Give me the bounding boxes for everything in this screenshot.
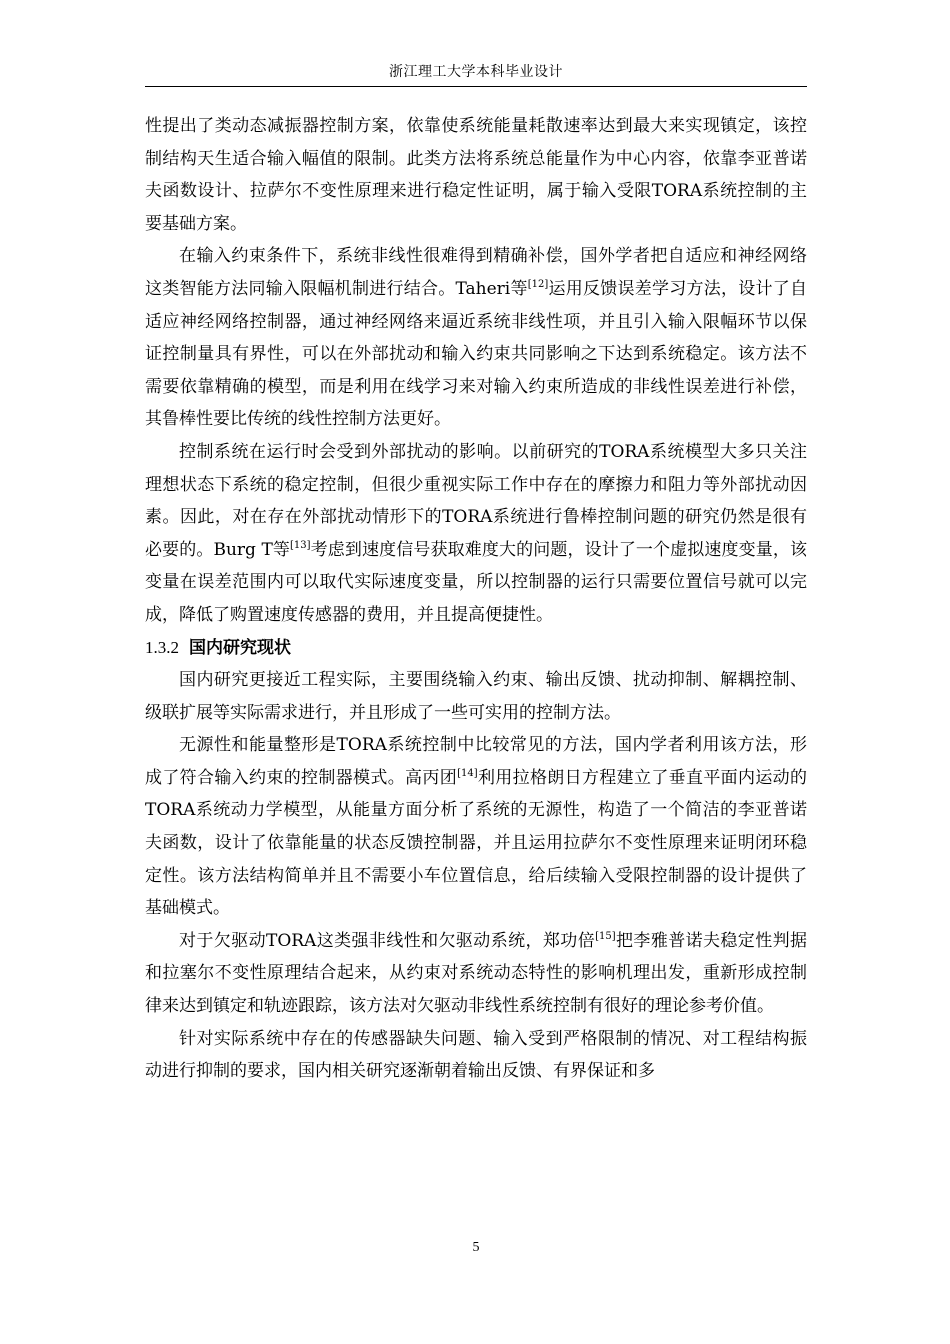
paragraph-text: 在输入约束条件下，系统非线性很难得到精确补偿，国外学者把自适应和神经网络这类智能方法同输入限幅机制进行结合。Taheri等 — [145, 246, 807, 299]
section-heading — [145, 632, 807, 665]
paragraph-text: 运用反馈误差学习方法，设计了自适应神经网络控制器，通过神经网络来逼近系统非线性项，并且引入输入限幅环节以保证控制量具有界性，可以在外部扰动和输入约束共同影响之下达到系统稳定。该方法不需要依靠精确的模型，而是利用在线学习来对输入约束所造成的非线性误差进行补偿，其鲁棒性要比传统的线性控制方法更好。 — [145, 278, 807, 430]
citation-ref: [15] — [595, 930, 616, 942]
paragraph-text: 对于欠驱动TORA这类强非线性和欠驱动系统，郑功倍 — [179, 930, 596, 951]
paragraph-text: 把李雅普诺夫稳定性判据和拉塞尔不变性原理结合起来，从约束对系统动态特性的影响机理出发，重新形成控制律来达到镇定和轨迹跟踪，该方法对欠驱动非线性系统控制有很好的理论参考价值。 — [145, 930, 807, 1017]
paragraph-4: 国内研究更接近工程实际，主要围绕输入约束、输出反馈、扰动抑制、解耦控制、级联扩展等实际需求进行，并且形成了一些可实用的控制方法。 — [145, 670, 807, 723]
paragraph-2 — [145, 240, 807, 436]
body-text — [145, 110, 807, 1088]
section-title: 国内研究现状 — [189, 637, 291, 658]
page-header: 浙江理工大学本科毕业设计 — [389, 64, 563, 80]
paragraph-5 — [145, 729, 807, 925]
paragraph-3 — [145, 436, 807, 632]
citation-ref: [13] — [290, 539, 311, 551]
header-rule — [145, 86, 807, 87]
paragraph-1: 性提出了类动态减振器控制方案，依靠使系统能量耗散速率达到最大来实现镇定，该控制结构天生适合输入幅值的限制。此类方法将系统总能量作为中心内容，依靠李亚普诺夫函数设计、拉萨尔不变性原理来进行稳定性证明，属于输入受限TORA系统控制的主要基础方案。 — [145, 116, 807, 234]
paragraph-7: 针对实际系统中存在的传感器缺失问题、输入受到严格限制的情况、对工程结构振动进行抑制的要求，国内相关研究逐渐朝着输出反馈、有界保证和多 — [145, 1028, 807, 1082]
paragraph-text: 无源性和能量整形是TORA系统控制中比较常见的方法，国内学者利用该方法，形成了符合输入约束的控制器模式。高丙团 — [145, 735, 807, 788]
paragraph-6 — [145, 925, 807, 1023]
section-number: 1.3.2 — [145, 637, 179, 657]
page-number: 5 — [472, 1240, 480, 1255]
citation-ref: [14] — [457, 767, 478, 779]
paragraph-text: 控制系统在运行时会受到外部扰动的影响。以前研究的TORA系统模型大多只关注理想状态下系统的稳定控制，但很少重视实际工作中存在的摩擦力和阻力等外部扰动因素。因此，对在存在外部扰动情形下的TORA系统进行鲁棒控制问题的研究仍然是很有必要的。Burg T等 — [145, 441, 807, 560]
citation-ref: [12] — [527, 278, 549, 290]
paragraph-text: 考虑到速度信号获取难度大的问题，设计了一个虚拟速度变量，该变量在误差范围内可以取代实际速度变量，所以控制器的运行只需要位置信号就可以完成，降低了购置速度传感器的费用，并且提高便捷性。 — [145, 539, 807, 625]
paragraph-text: 利用拉格朗日方程建立了垂直平面内运动的TORA系统动力学模型，从能量方面分析了系统的无源性，构造了一个简洁的李亚普诺夫函数，设计了依靠能量的状态反馈控制器，并且运用拉萨尔不变性原理来证明闭环稳定性。该方法结构简单并且不需要小车位置信息，给后续输入受限控制器的设计提供了基础模式。 — [145, 767, 808, 919]
